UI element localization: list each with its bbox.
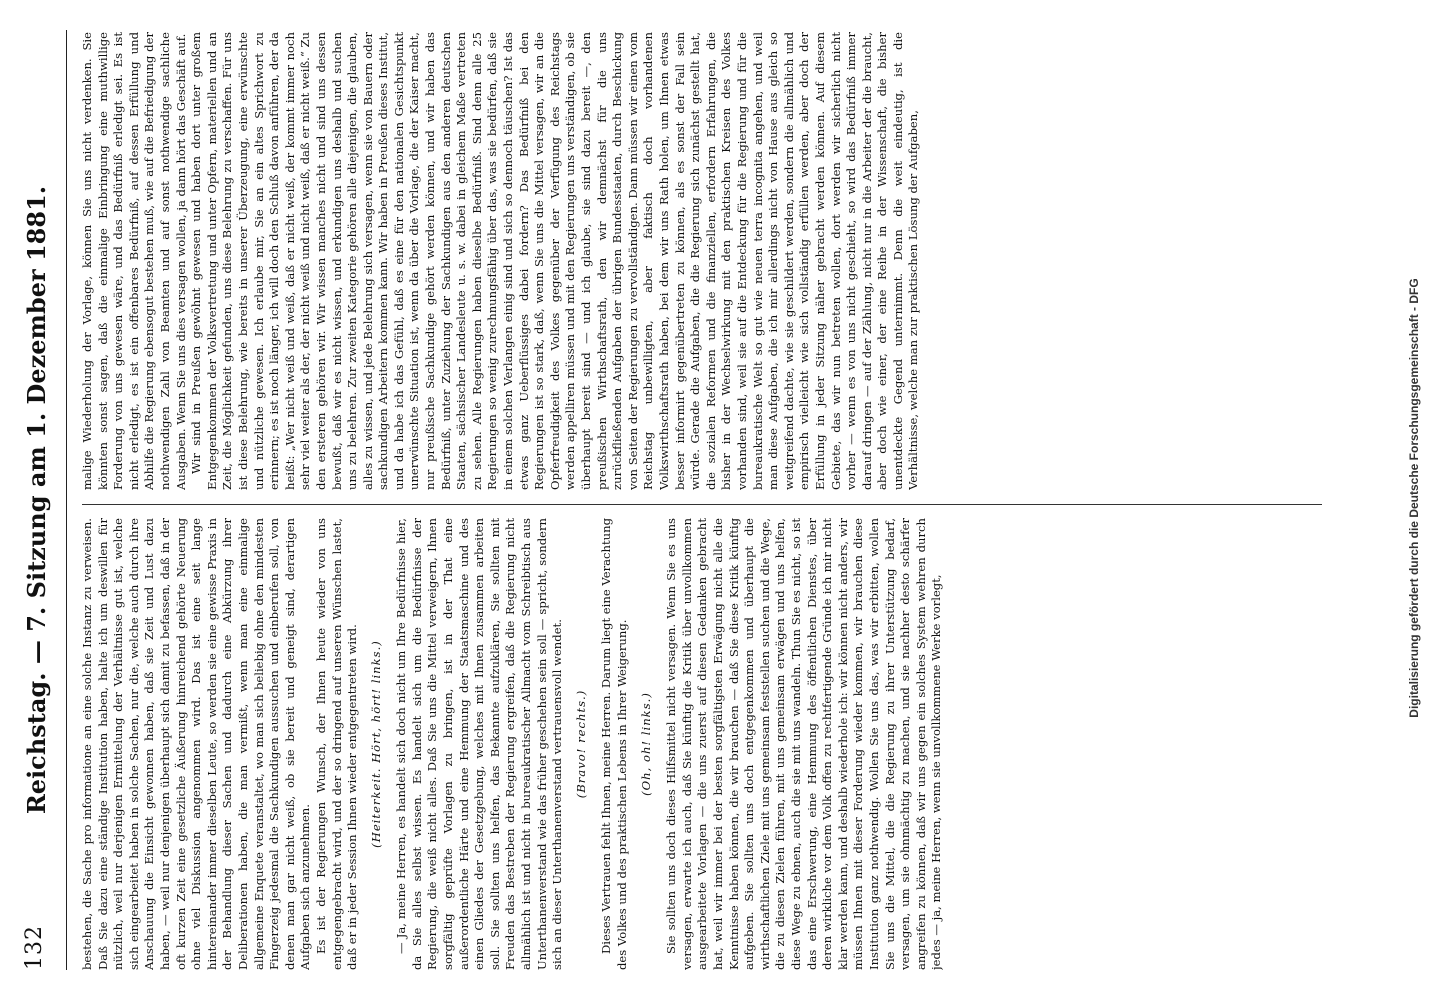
right-column: [80, 32, 1370, 490]
page-number: 132: [22, 925, 47, 970]
header-rule: [66, 30, 67, 970]
interjection: (Heiterkeit. Hört, hört! links.): [368, 640, 383, 848]
paragraph: — Ja, meine Herren, es handelt sich doch nicht um Ihre Bedürfnisse hier, da Sie alles selbst wissen. Es handelt sich um die Bedürfnisse der Regierung, die weiß nicht alles. Daß Sie uns die Mittel verweigern, Ihnen sorgfältig geprüfte Vorlagen zu bringen, ist in der That eine außerordentliche Härte und eine Hemmung der Staatsmaschine und des einen Gliedes der Gesetzgebung, welches mit Ihnen zusammen arbeiten soll. Sie sollten uns helfen, das Bekannte aufzuklären, Sie sollten mit Freuden das Bestreben der Regierung ergreifen, daß die Regierung nicht allmählich ist und nicht in bureaukratischer Allmacht vom Schreibtisch aus Unterthanenverstand wie das früher geschehen sein soll — spricht, sondern sich an dieser Unterthanenverstand vertrauensvoll wendet.: [394, 518, 565, 970]
paragraph: Dieses Vertrauen fehlt Ihnen, meine Herren. Darum liegt eine Verachtung des Volkes und des praktischen Lebens in Ihrer Weigerung.: [599, 518, 629, 970]
dfg-sidebar: [1404, 8, 1424, 988]
paragraph: Es ist der Regierungen Wunsch, der Ihnen heute wieder von uns entgegengebracht wird, und der so dringend auf unseren Wünschen lastet, daß er in jeder Session Ihnen wieder entgegentreten wird.: [313, 518, 360, 970]
paragraph: Sie sollten uns doch dieses Hilfsmittel nicht versagen. Wenn Sie es uns versagen, erwarte ich auch, daß Sie künftig die Kritik über unvollkommen ausgearbeitete Vorlagen — die uns zuerst auf diesen Gedanken gebracht hat, weil wir immer bei der besten sorgfältigsten Erwägung nicht alle die Kenntnisse haben können, die wir brauchen — daß Sie diese Kritik künftig aufgeben. Sie sollten uns doch entgegenkommen und überhaupt die wirthschaftlichen Ziele mit uns gemeinsam feststellen suchen und die Wege, die zu diesen Zielen führen, mit uns gemeinsam erwägen und uns helfen, diese Wege zu ebnen, auch die sie mit uns wandeln. Thun Sie es nicht, so ist das eine Erschwerung, eine Hemmung des öffentlichen Dienstes, über deren wirkliche vor dem Volk offen zu rechtfertigende Gründe ich mir nicht klar werden kann, und deshalb wiederhole ich: wir können nicht anders, wir müssen Ihnen mit dieser Forderung wieder kommen, wir brauchen diese Institution ganz nothwendig. Wollen Sie uns das, was wir erbitten, wollen Sie uns die Mittel, die die Regierung zu ihrer Unterstützung bedarf, versagen, um sie ohnmächtig zu machen, und sie nachher desto schärfer angreifen zu können, daß wir uns gegen ein solches System wehren durch jedes — ja, meine Herren, wenn sie unvollkommene Werke vorlegt,: [664, 518, 944, 970]
paragraph: malige Wiederholung der Vorlage, können Sie uns nicht verdenken. Sie könnten sonst sagen, daß die einmalige Einbringung eine muthwillige Forderung von uns gewesen wäre, und das Bedürfniß erledigt sei. Es ist nicht erledigt, es ist ein offenbares Bedürfniß, auf dessen Erfüllung und Abhilfe die Regierung ebensogut bestehen muß, wie auf die Befriedigung der nothwendigen Zahl von Beamten und auf sonst nothwendige sachliche Ausgaben. Wenn Sie uns dies versagen wollen, ja dann hört das Geschäft auf.: [80, 32, 188, 490]
paragraph: Wir sind in Preußen gewöhnt gewesen und haben dort unter großem Entgegenkommen der Volksvertretung und unter Opfern, materiellen und an Zeit, die Möglichkeit gefunden, uns diese Belehrung zu verschaffen. Für uns ist diese Belehrung, wie bereits in unserer Überzeugung, eine erwünschte und nützliche gewesen. Ich erlaube mir, Sie an ein altes Sprichwort zu erinnern; es ist noch länger, ich will doch den Schluß davon anführen, der da heißt: „Wer nicht weiß und weiß, daß er nicht weiß, der kommt immer noch sehr viel weiter als der, der nicht weiß und nicht weiß, daß er nicht weiß.“ Zu den ersteren gehören wir. Wir wissen manches nicht und sind uns dessen bewußt, daß wir es nicht wissen, und erkundigen uns deshalb und suchen uns zu belehren. Zur zweiten Kategorie gehören alle diejenigen, die glauben, alles zu wissen, und jede Belehrung sich versagen, wenn sie von Bauern oder sachkundigen Arbeitern kommen kann. Wir haben in Preußen dieses Institut, und da habe ich das Gefühl, daß es eine für den nationalen Gesichtspunkt unerwünschte Situation ist, wenn da über die Vorlage, die der Kaiser macht, nur preußische Sachkundige gehört werden können, und wir haben das Bedürfniß, unter Zuziehung der Sachkundigen aus den anderen deutschen Staaten, sächsischer Landesleute u. s. w. dabei in gleichem Maße vertreten zu sehen. Alle Regierungen haben dieselbe Bedürfniß. Sind denn alle 25 Regierungen so wenig zurechnungsfähig über das, was sie bedürfen, daß sie in einem solchen Verlangen einig sind und sich so dennoch täuschen? Ist das etwas ganz Ueberflüssiges dabei fordern? Das Bedürfniß bei den Regierungen ist so stark, daß, wenn Sie uns die Mittel versagen, wir an die Opferfreudigkeit des Volkes gegenüber der Verfügung des Reichstags werden appelliren müssen und mit den Regierungen uns verständigen, ob sie überhaupt bereit sind — und ich glaube, sie sind dazu bereit —, den preußischen Wirthschaftsrath, den wir demnächst für die uns zurückfließenden Aufgaben der übrigen Bundesstaaten, durch Beschickung von Seiten der Regierungen zu vervollständigen. Dann müssen wir einen vom Reichstag unbewilligten, aber faktisch doch vorhandenen Volkswirthschaftsrath haben, bei dem wir uns Rath holen, um Ihnen etwas besser informirt gegenübertreten zu können, als es sonst der Fall sein würde. Gerade die Aufgaben, die die Regierung sich zunächst gestellt hat, die sozialen Reformen und die finanziellen, erfordern Erfahrungen, die bisher in der Wechselwirkung mit den praktischen Kreisen des Volkes vorhanden sind, weil sie auf die Entdeckung für die Regierung und für die bureaukratische Welt so gut wie neuen terra incognita angehen, und weil man diese Aufgaben, die ich mir allerdings nicht von Hause aus gleich so weitgreifend dachte, wie sie geschildert werden, sondern die allmählich und empirisch vielleicht wie sich vollständig erfüllen werden, aber doch der Erfüllung in jeder Sitzung näher gebracht werden können. Auf diesem Gebiete, das wir nun betreten wollen, dort werden wir sicherlich nicht vorher — wenn es von uns nicht geschieht, so wird das Bedürfniß immer darauf dringen — auf der Zählung, nicht nur in die Arbeiter der die braucht, aber doch wie einer, der eine Reihe in der Wissenschaft, die bisher unentdeckte Gegend unternimmt. Denn die weit eindeutig, ist die Verhältnisse, welche man zur praktischen Lösung der Aufgaben,: [189, 32, 921, 490]
paragraph: bestehen, die Sache pro informatione an eine solche Instanz zu verweisen. Daß Sie dazu eine ständige Institution haben, halte ich um deswillen für nützlich, weil nur derjenigen Ermittelung der Verhältnisse gut ist, welche sich eingearbeitet haben in solche Sachen, nur die, welche auch durch ihre Anschauung die Einsicht gewonnen haben, daß sie Zeit und Lust dazu haben, — weil nur denjenigen überhaupt sich damit zu befassen, daß in der oft kurzen Zeit eine gesetzliche Äußerung hinreichend gehörte Neuerung ohne viel Diskussion angenommen wird. Das ist eine seit lange hintereinander immer dieselben Leute, so werden sie eine gewisse Praxis in der Behandlung dieser Sachen und dadurch eine Abkürzung ihrer Deliberationen haben, die man vermißt, wenn man eine einmalige allgemeine Enquete veranstaltet, wo man sich beliebig ohne den mindesten Fingerzeig jedesmal die Sachkundigen aussuchen und einberufen soll, von denen man gar nicht weiß, ob sie bereit und geneigt sind, derartigen Aufgaben sich anzunehmen.: [80, 518, 313, 970]
page-header: [22, 30, 66, 970]
interjection: (Bravo! rechts.): [573, 689, 588, 799]
running-head: Reichstag. — 7. Sitzung am 1. Dezember 1881.: [22, 185, 51, 815]
interjection: (Oh, oh! links.): [638, 692, 653, 796]
dfg-credit: Digitalisierung gefördert durch die Deutsche Forschungsgemeinschaft - DFG: [1407, 278, 1421, 718]
left-column: [80, 518, 1370, 970]
column-divider: [82, 504, 1322, 505]
